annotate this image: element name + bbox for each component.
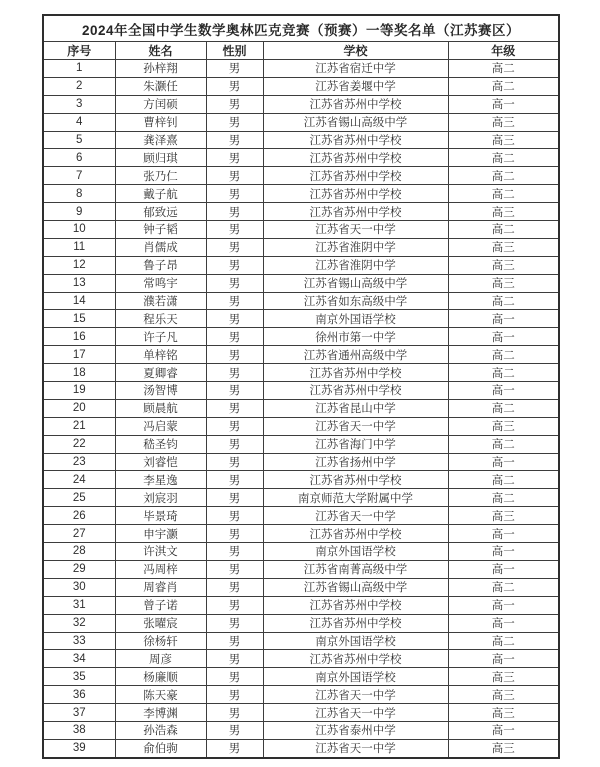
cell-school: 江苏省如东高级中学: [263, 292, 448, 310]
cell-grade: 高一: [448, 560, 559, 578]
cell-index: 5: [43, 131, 115, 149]
table-row: [43, 167, 559, 185]
cell-grade: 高二: [448, 435, 559, 453]
cell-name: 钟子韬: [115, 221, 206, 239]
table-row: [43, 77, 559, 95]
cell-gender: 男: [206, 417, 263, 435]
cell-name: 方闰硕: [115, 95, 206, 113]
table-row: [43, 238, 559, 256]
cell-name: 曹梓钊: [115, 113, 206, 131]
table-row: [43, 328, 559, 346]
cell-index: 33: [43, 632, 115, 650]
cell-grade: 高二: [448, 292, 559, 310]
cell-name: 戴子航: [115, 185, 206, 203]
column-header-grade: 年级: [448, 42, 559, 60]
cell-gender: 男: [206, 60, 263, 78]
cell-name: 刘宸羽: [115, 489, 206, 507]
cell-gender: 男: [206, 113, 263, 131]
cell-grade: 高二: [448, 578, 559, 596]
cell-name: 顾晨航: [115, 399, 206, 417]
cell-school: 江苏省天一中学: [263, 221, 448, 239]
cell-school: 江苏省天一中学: [263, 686, 448, 704]
cell-grade: 高一: [448, 382, 559, 400]
cell-school: 江苏省苏州中学校: [263, 525, 448, 543]
cell-index: 4: [43, 113, 115, 131]
cell-school: 江苏省姜堰中学: [263, 77, 448, 95]
cell-name: 毕景琦: [115, 507, 206, 525]
cell-name: 许淇文: [115, 543, 206, 561]
table-row: [43, 203, 559, 221]
column-header-gender: 性别: [206, 42, 263, 60]
cell-index: 38: [43, 721, 115, 739]
cell-grade: 高一: [448, 328, 559, 346]
cell-grade: 高一: [448, 614, 559, 632]
cell-name: 周睿肖: [115, 578, 206, 596]
cell-index: 12: [43, 256, 115, 274]
cell-school: 江苏省苏州中学校: [263, 364, 448, 382]
cell-name: 张乃仁: [115, 167, 206, 185]
cell-name: 俞伯驹: [115, 739, 206, 757]
cell-school: 江苏省淮阴中学: [263, 256, 448, 274]
cell-gender: 男: [206, 310, 263, 328]
cell-gender: 男: [206, 739, 263, 757]
cell-school: 江苏省锡山高级中学: [263, 578, 448, 596]
cell-index: 26: [43, 507, 115, 525]
cell-index: 13: [43, 274, 115, 292]
cell-index: 25: [43, 489, 115, 507]
cell-gender: 男: [206, 399, 263, 417]
cell-gender: 男: [206, 167, 263, 185]
cell-gender: 男: [206, 256, 263, 274]
cell-school: 江苏省天一中学: [263, 704, 448, 722]
cell-index: 27: [43, 525, 115, 543]
cell-school: 江苏省苏州中学校: [263, 614, 448, 632]
table-row: [43, 560, 559, 578]
cell-gender: 男: [206, 453, 263, 471]
cell-name: 徐杨轩: [115, 632, 206, 650]
cell-gender: 男: [206, 471, 263, 489]
cell-grade: 高二: [448, 489, 559, 507]
cell-index: 39: [43, 739, 115, 757]
cell-name: 孙梓翔: [115, 60, 206, 78]
cell-index: 29: [43, 560, 115, 578]
cell-grade: 高一: [448, 453, 559, 471]
cell-school: 江苏省苏州中学校: [263, 203, 448, 221]
cell-grade: 高二: [448, 60, 559, 78]
cell-name: 周彦: [115, 650, 206, 668]
cell-grade: 高二: [448, 185, 559, 203]
table-body: [43, 60, 559, 758]
cell-index: 35: [43, 668, 115, 686]
cell-name: 李博渊: [115, 704, 206, 722]
title-row: [43, 15, 559, 42]
cell-gender: 男: [206, 328, 263, 346]
cell-name: 曾子诺: [115, 596, 206, 614]
cell-name: 张曜宸: [115, 614, 206, 632]
cell-index: 21: [43, 417, 115, 435]
cell-grade: 高二: [448, 364, 559, 382]
table-row: [43, 113, 559, 131]
cell-grade: 高一: [448, 650, 559, 668]
cell-gender: 男: [206, 596, 263, 614]
cell-index: 31: [43, 596, 115, 614]
cell-school: 江苏省苏州中学校: [263, 95, 448, 113]
cell-school: 江苏省扬州中学: [263, 453, 448, 471]
cell-name: 陈天豪: [115, 686, 206, 704]
cell-grade: 高三: [448, 238, 559, 256]
cell-index: 24: [43, 471, 115, 489]
cell-index: 30: [43, 578, 115, 596]
cell-grade: 高三: [448, 507, 559, 525]
table-row: [43, 650, 559, 668]
cell-gender: 男: [206, 382, 263, 400]
cell-school: 江苏省苏州中学校: [263, 596, 448, 614]
cell-school: 江苏省天一中学: [263, 739, 448, 757]
cell-school: 江苏省苏州中学校: [263, 149, 448, 167]
table-row: [43, 95, 559, 113]
cell-index: 10: [43, 221, 115, 239]
cell-name: 冯周梓: [115, 560, 206, 578]
table-row: [43, 632, 559, 650]
cell-gender: 男: [206, 614, 263, 632]
cell-grade: 高一: [448, 721, 559, 739]
cell-gender: 男: [206, 489, 263, 507]
table-row: [43, 274, 559, 292]
cell-gender: 男: [206, 435, 263, 453]
cell-school: 江苏省苏州中学校: [263, 650, 448, 668]
table-row: [43, 578, 559, 596]
cell-index: 23: [43, 453, 115, 471]
table-row: [43, 310, 559, 328]
cell-name: 程乐天: [115, 310, 206, 328]
cell-name: 孙浩森: [115, 721, 206, 739]
table-row: [43, 507, 559, 525]
cell-grade: 高三: [448, 274, 559, 292]
cell-school: 江苏省宿迁中学: [263, 60, 448, 78]
cell-grade: 高三: [448, 203, 559, 221]
cell-grade: 高三: [448, 668, 559, 686]
table-row: [43, 256, 559, 274]
table-row: [43, 292, 559, 310]
table-row: [43, 668, 559, 686]
cell-index: 1: [43, 60, 115, 78]
cell-grade: 高二: [448, 167, 559, 185]
cell-gender: 男: [206, 704, 263, 722]
cell-grade: 高一: [448, 95, 559, 113]
cell-name: 许子凡: [115, 328, 206, 346]
cell-grade: 高二: [448, 77, 559, 95]
cell-gender: 男: [206, 346, 263, 364]
cell-school: 南京外国语学校: [263, 668, 448, 686]
cell-school: 江苏省苏州中学校: [263, 382, 448, 400]
cell-index: 3: [43, 95, 115, 113]
award-winners-table: [42, 14, 560, 759]
cell-school: 南京外国语学校: [263, 543, 448, 561]
cell-gender: 男: [206, 203, 263, 221]
cell-gender: 男: [206, 632, 263, 650]
table-row: [43, 131, 559, 149]
table-row: [43, 382, 559, 400]
cell-gender: 男: [206, 149, 263, 167]
cell-name: 肖儒成: [115, 238, 206, 256]
cell-index: 8: [43, 185, 115, 203]
table-row: [43, 453, 559, 471]
table-row: [43, 399, 559, 417]
cell-grade: 高三: [448, 686, 559, 704]
table-row: [43, 739, 559, 757]
table-row: [43, 60, 559, 78]
cell-index: 19: [43, 382, 115, 400]
cell-school: 江苏省苏州中学校: [263, 131, 448, 149]
cell-index: 14: [43, 292, 115, 310]
cell-index: 11: [43, 238, 115, 256]
table-row: [43, 614, 559, 632]
cell-index: 22: [43, 435, 115, 453]
cell-school: 江苏省淮阴中学: [263, 238, 448, 256]
table-row: [43, 686, 559, 704]
table-header-row: [43, 42, 559, 60]
cell-index: 16: [43, 328, 115, 346]
cell-index: 34: [43, 650, 115, 668]
cell-gender: 男: [206, 668, 263, 686]
cell-gender: 男: [206, 507, 263, 525]
column-header-school: 学校: [263, 42, 448, 60]
cell-name: 李星逸: [115, 471, 206, 489]
cell-name: 杨廉顺: [115, 668, 206, 686]
table-row: [43, 185, 559, 203]
table-row: [43, 489, 559, 507]
cell-school: 江苏省昆山中学: [263, 399, 448, 417]
cell-grade: 高一: [448, 525, 559, 543]
cell-gender: 男: [206, 185, 263, 203]
cell-index: 17: [43, 346, 115, 364]
cell-name: 夏卿睿: [115, 364, 206, 382]
cell-gender: 男: [206, 292, 263, 310]
cell-grade: 高二: [448, 471, 559, 489]
cell-school: 徐州市第一中学: [263, 328, 448, 346]
cell-name: 郁致远: [115, 203, 206, 221]
cell-grade: 高一: [448, 596, 559, 614]
cell-gender: 男: [206, 95, 263, 113]
cell-gender: 男: [206, 221, 263, 239]
column-header-name: 姓名: [115, 42, 206, 60]
cell-grade: 高三: [448, 131, 559, 149]
cell-index: 2: [43, 77, 115, 95]
cell-index: 9: [43, 203, 115, 221]
cell-grade: 高二: [448, 632, 559, 650]
cell-grade: 高三: [448, 739, 559, 757]
cell-gender: 男: [206, 364, 263, 382]
cell-gender: 男: [206, 274, 263, 292]
cell-index: 6: [43, 149, 115, 167]
cell-school: 江苏省锡山高级中学: [263, 113, 448, 131]
cell-school: 南京外国语学校: [263, 632, 448, 650]
cell-school: 江苏省苏州中学校: [263, 185, 448, 203]
cell-name: 朱灏任: [115, 77, 206, 95]
cell-name: 申宇灏: [115, 525, 206, 543]
table-row: [43, 435, 559, 453]
table-row: [43, 596, 559, 614]
cell-grade: 高三: [448, 704, 559, 722]
cell-school: 江苏省锡山高级中学: [263, 274, 448, 292]
table-row: [43, 704, 559, 722]
cell-index: 32: [43, 614, 115, 632]
cell-name: 刘睿恺: [115, 453, 206, 471]
table-row: [43, 149, 559, 167]
cell-school: 江苏省苏州中学校: [263, 167, 448, 185]
cell-gender: 男: [206, 77, 263, 95]
cell-school: 江苏省天一中学: [263, 417, 448, 435]
table-title: 2024年全国中学生数学奥林匹克竞赛（预赛）一等奖名单（江苏赛区）: [43, 15, 559, 42]
cell-grade: 高二: [448, 221, 559, 239]
cell-school: 江苏省苏州中学校: [263, 471, 448, 489]
cell-grade: 高一: [448, 543, 559, 561]
cell-grade: 高二: [448, 149, 559, 167]
table-row: [43, 721, 559, 739]
cell-gender: 男: [206, 131, 263, 149]
cell-gender: 男: [206, 238, 263, 256]
cell-name: 嵇圣钧: [115, 435, 206, 453]
column-header-index: 序号: [43, 42, 115, 60]
cell-index: 18: [43, 364, 115, 382]
cell-index: 28: [43, 543, 115, 561]
cell-school: 南京外国语学校: [263, 310, 448, 328]
cell-gender: 男: [206, 543, 263, 561]
cell-name: 冯启蒙: [115, 417, 206, 435]
cell-school: 江苏省南菁高级中学: [263, 560, 448, 578]
cell-grade: 高三: [448, 417, 559, 435]
cell-gender: 男: [206, 560, 263, 578]
cell-gender: 男: [206, 686, 263, 704]
cell-name: 常鸣宇: [115, 274, 206, 292]
cell-name: 鲁子昂: [115, 256, 206, 274]
cell-grade: 高一: [448, 310, 559, 328]
cell-gender: 男: [206, 721, 263, 739]
cell-grade: 高二: [448, 399, 559, 417]
table-row: [43, 221, 559, 239]
cell-index: 15: [43, 310, 115, 328]
cell-index: 37: [43, 704, 115, 722]
cell-school: 南京师范大学附属中学: [263, 489, 448, 507]
cell-grade: 高二: [448, 346, 559, 364]
table-row: [43, 346, 559, 364]
cell-index: 7: [43, 167, 115, 185]
cell-gender: 男: [206, 650, 263, 668]
cell-school: 江苏省海门中学: [263, 435, 448, 453]
cell-gender: 男: [206, 578, 263, 596]
cell-name: 单梓铭: [115, 346, 206, 364]
cell-index: 20: [43, 399, 115, 417]
cell-school: 江苏省泰州中学: [263, 721, 448, 739]
table-row: [43, 543, 559, 561]
cell-name: 龚泽熹: [115, 131, 206, 149]
cell-name: 顾归琪: [115, 149, 206, 167]
cell-gender: 男: [206, 525, 263, 543]
cell-name: 汤智博: [115, 382, 206, 400]
table-row: [43, 525, 559, 543]
table-row: [43, 417, 559, 435]
cell-grade: 高三: [448, 113, 559, 131]
cell-school: 江苏省天一中学: [263, 507, 448, 525]
cell-name: 濮若潇: [115, 292, 206, 310]
cell-grade: 高三: [448, 256, 559, 274]
cell-index: 36: [43, 686, 115, 704]
table-row: [43, 364, 559, 382]
cell-school: 江苏省通州高级中学: [263, 346, 448, 364]
table-row: [43, 471, 559, 489]
